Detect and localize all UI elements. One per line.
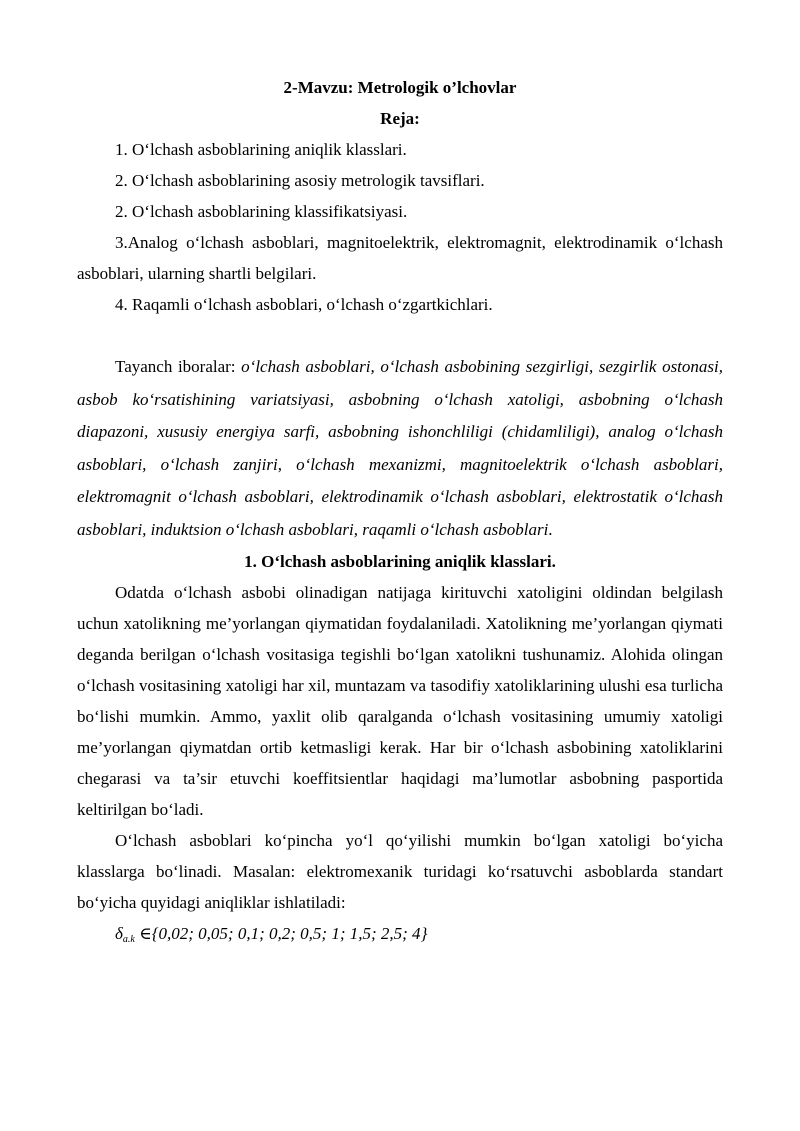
delta-subscript: a.k <box>122 934 135 945</box>
keywords-end: . <box>548 519 553 539</box>
delta-symbol: δ <box>115 924 123 943</box>
plan-item: 2. O‘lchash asboblarining klassifikatsiyasi. <box>115 202 408 221</box>
plan-heading: Reja: <box>380 109 420 128</box>
plan-item: 3.Analog o‘lchash asboblari, magnitoelektrik, elektromagnit, elektrodinamik o‘lchash asboblari, ularning shartli belgilari. <box>77 233 723 283</box>
body-paragraph: O‘lchash asboblari ko‘pincha yo‘l qo‘yilishi mumkin bo‘lgan xatoligi bo‘yicha klasslarga bo‘linadi. Masalan: elektromexanik turidagi ko‘rsatuvchi asboblarda standart bo‘yicha quyidagi aniqliklar ishlatiladi: <box>77 831 723 912</box>
plan-item: 4. Raqamli o‘lchash asboblari, o‘lchash o‘zgartkichlari. <box>115 295 493 314</box>
plan-list <box>77 134 723 320</box>
set-close-bracket: } <box>420 924 428 943</box>
element-of-symbol: ∈ <box>134 924 152 943</box>
body-paragraph: Odatda o‘lchash asbobi olinadigan natijaga kirituvchi xatoligini oldindan belgilash uchun xatolikning me’yorlangan qiymatidan foydalaniladi. Xatolikning me’yorlangan qiymati deganda berilgan o‘lchash vositasiga tegishli bo‘lgan xatolikni tushunamiz. Alohida olingan o‘lchash vositasining xatoligi har xil, muntazam va tasodifiy xatoliklarining ulushi esa turlicha bo‘lishi mumkin. Ammo, yaxlit olib qaralganda o‘lchash vositasining umumiy xatoligi me’yorlangan qiymatdan ortib ketmasligi kerak. Har bir o‘lchash asbobining xatoliklarini chegarasi va ta’sir etuvchi koeffitsientlar haqidagi ma’lumotlar asbobning pasportida keltirilgan bo‘ladi. <box>77 583 723 819</box>
accuracy-formula <box>77 918 723 955</box>
accuracy-values: 0,02; 0,05; 0,1; 0,2; 0,5; 1; 1,5; 2,5; 4 <box>158 924 421 943</box>
keywords-paragraph <box>77 351 723 546</box>
section-heading: 1. O‘lchash asboblarining aniqlik klasslari. <box>244 552 556 571</box>
keywords-terms: o‘lchash asboblari, o‘lchash asbobining sezgirligi, sezgirlik ostonasi, asbob ko‘rsatishining variatsiyasi, asbobning o‘lchash xatoligi, asbobning o‘lchash diapazoni, xususiy energiya sarfi, asbobning ishonchliligi (chidamliligi), analog o‘lchash asboblari, o‘lchash zanjiri, o‘lchash mexanizmi, magnitoelektrik o‘lchash asboblari, elektromagnit o‘lchash asboblari, elektrodinamik o‘lchash asboblari, elektrostatik o‘lchash asboblari, induktsion o‘lchash asboblari, raqamli o‘lchash asboblari <box>77 357 723 539</box>
plan-item: 2. O‘lchash asboblarining asosiy metrologik tavsiflari. <box>115 171 485 190</box>
set-open-bracket: { <box>151 924 159 943</box>
document-title: 2-Mavzu: Metrologik o’lchovlar <box>283 78 517 97</box>
keywords-lead: Tayanch iboralar: <box>115 357 242 376</box>
blank-line <box>77 320 723 351</box>
document-page <box>77 72 723 955</box>
plan-item: 1. O‘lchash asboblarining aniqlik klasslari. <box>115 140 407 159</box>
